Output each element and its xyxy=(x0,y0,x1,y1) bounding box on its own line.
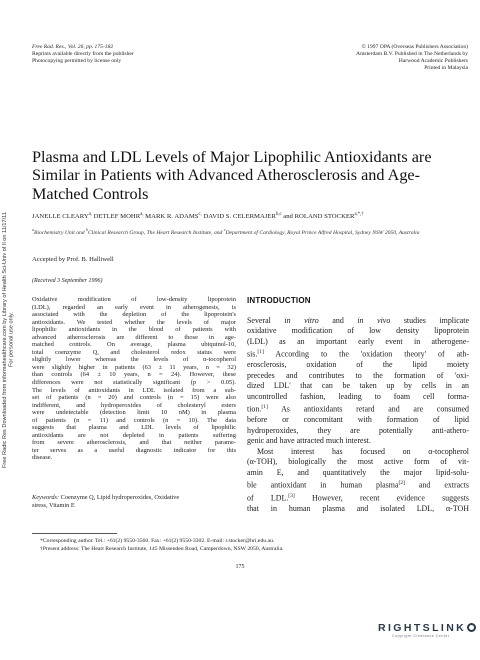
introduction-line: oxidative modification of low density lipoprotein xyxy=(247,326,469,336)
introduction-line: of LDL.[3] However, recent evidence suggests xyxy=(247,493,469,503)
introduction-line: before or concomitant with formation of lipid xyxy=(247,415,469,425)
introduction-line: Most interest has focused on α-tocopherol xyxy=(257,446,469,456)
abstract-line: antioxidants are not depleted in patients suffering xyxy=(32,431,236,439)
abstract-line: than controls (64 ± 10 years, n = 24). However, these xyxy=(32,371,236,379)
introduction-body xyxy=(247,316,469,515)
abstract-line: associated with the depletion of the lipoprotein's xyxy=(32,311,236,319)
rightslink-circle-icon xyxy=(467,623,476,632)
introduction-line: (α-TOH), biologically the most active form of vit- xyxy=(247,457,469,467)
abstract-line: differences were not statistically significant (p > 0.05). xyxy=(32,379,236,387)
journal-header-line: Reprints available directly from the publisher xyxy=(32,51,134,57)
abstract-line: disease. xyxy=(32,454,53,462)
introduction-line: uncontrolled fashion, leading to foam cell forma- xyxy=(247,391,469,401)
footnote-present-address: †Present address: The Heart Research Institute, 145 Missenden Road, Camperdown, NSW 2050, Australia. xyxy=(40,546,284,552)
abstract-line: from severe atherosclerosis, and that neither parame- xyxy=(32,439,236,447)
abstract-line: lipophilic antioxidants in the blood of patients with xyxy=(32,326,236,334)
abstract-line: were undetectable (detection limit 10 nM) in plasma xyxy=(32,409,236,417)
publisher-header-line: Printed in Malaysia xyxy=(424,65,468,71)
abstract-line: slightly lower whereas the levels of α-tocopherol xyxy=(32,356,236,364)
abstract-line: set of patients (n = 20) and controls (n = 15) were also xyxy=(32,394,236,402)
abstract-line: The levels of antioxidants in LDL isolated from a sub- xyxy=(32,386,236,394)
introduction-line: sis.[1] According to the 'oxidation theory' of ath- xyxy=(247,349,469,359)
abstract-line: of patients (n = 11) and controls (n = 10). The data xyxy=(32,416,236,424)
affiliation: $^a$Biochemistry Unit and $^b$Clinical Research Group, The Heart Research Institute, and $^c$Department of Cardiology, Royal Prince Alfred Hospital, Sydney NSW 2050, Australia xyxy=(32,228,420,236)
keywords xyxy=(32,494,236,510)
footnote-rule xyxy=(32,533,117,534)
received-date: (Received 3 September 1996) xyxy=(32,278,103,284)
introduction-line: tion.[1] As antioxidants retard and are consumed xyxy=(247,404,469,414)
introduction-line: Several in vitro and in vivo studies implicate xyxy=(247,316,469,325)
footnote-corresponding-author: *Corresponding author. Tel.: +61(2) 9550-3560. Fax: +61(2) 9550-3302. E-mail: r.stocker@hri.edu.au. xyxy=(40,538,275,544)
introduction-line: amin E, and quantitatively the major lipid-solu- xyxy=(247,467,469,477)
publisher-header-line: © 1997 OPA (Overseas Publishers Association) xyxy=(361,44,468,50)
introduction-line: erosclerosis, oxidation of the lipid moiety xyxy=(247,360,469,370)
publisher-header-line: Amsterdam B.V. Published in The Netherlands by xyxy=(356,51,468,57)
abstract-line: (LDL), regarded an early event in atherogenesis, is xyxy=(32,303,236,311)
abstract-line: Oxidative modification of low-density lipoprotein xyxy=(32,296,236,303)
journal-citation: Free Rad. Res., Vol. 26, pp. 175-182 xyxy=(32,44,114,50)
publisher-header-line: Harwood Academic Publishers xyxy=(398,58,468,64)
article-title: Plasma and LDL Levels of Major Lipophilic Antioxidants are Similar in Patients with Advanced Atherosclerosis and Age-Matched Controls xyxy=(32,148,432,203)
introduction-line: dized LDL' that can be taken up by cells in an xyxy=(247,381,469,391)
introduction-line: hydroperoxides, they are potentially anti-athero- xyxy=(247,425,469,435)
abstract-line: ter serves as a useful diagnostic indicator for this xyxy=(32,446,236,454)
abstract-line: suggests that plasma and LDL levels of lipophilic xyxy=(32,424,236,432)
introduction-line: genic and have attracted much interest. xyxy=(247,436,371,446)
author-list: JANELLE $CLEARY^{a,}$ DETLEF $MOHR^{a,}$ MARK R. $ADAMS^{c,}$ DAVID S. CELERMAJER$^{b,c}$ and ROLAND $STOCKER^{a,*,\dagger}$ xyxy=(32,212,364,221)
abstract xyxy=(32,296,236,462)
keywords-line: Coenzyme Q, Lipid hydroperoxides, Oxidative xyxy=(60,494,180,501)
abstract-line: matched controls. On average, plasma ubiquinol-10, xyxy=(32,341,236,349)
introduction-line: (LDL) as an important early event in atherogene- xyxy=(247,336,469,346)
download-watermark-line: For personal use only. xyxy=(8,312,15,368)
download-watermark-line: Free Radic Res Downloaded from informahealthcare.com by Library of Health Sci-Univ of Il on 11/17/11 xyxy=(2,212,8,468)
publisher-header-right xyxy=(282,44,468,72)
keywords-label: Keywords: xyxy=(32,494,60,501)
accepted-by: Accepted by Prof. B. Halliwell xyxy=(32,256,114,263)
introduction-line: that in human plasma and isolated LDL, α-TOH xyxy=(247,504,469,514)
abstract-line: antioxidants. We tested whether the levels of major xyxy=(32,318,236,326)
journal-header-line: Photocopying permitted by license only xyxy=(32,58,122,64)
introduction-line: precedes and contributes to the formation of 'oxi- xyxy=(247,370,469,380)
abstract-line: total coenzyme Q, and cholesterol redox status were xyxy=(32,348,236,356)
abstract-line: indifferent, and hydroperoxides of cholesteryl esters xyxy=(32,401,236,409)
rightslink-logo[interactable] xyxy=(378,622,476,652)
journal-header-left xyxy=(32,44,222,65)
abstract-line: advanced atherosclerosis are different to those in age- xyxy=(32,333,236,341)
section-heading-introduction: INTRODUCTION xyxy=(247,296,311,305)
footnotes xyxy=(40,537,470,553)
rightslink-tagline: Copyright Clearance Center xyxy=(392,634,450,638)
download-watermark xyxy=(2,175,26,505)
introduction-line: ble antioxidant in human plasma[2] and extracts xyxy=(247,480,469,490)
keywords-line: stress, Vitamin E xyxy=(32,502,75,509)
page-number: 175 xyxy=(235,564,245,570)
rightslink-wordmark: RIGHTSLINK xyxy=(378,622,467,634)
abstract-line: were slightly higher in patients (63 ± 11 years, n = 32) xyxy=(32,363,236,371)
